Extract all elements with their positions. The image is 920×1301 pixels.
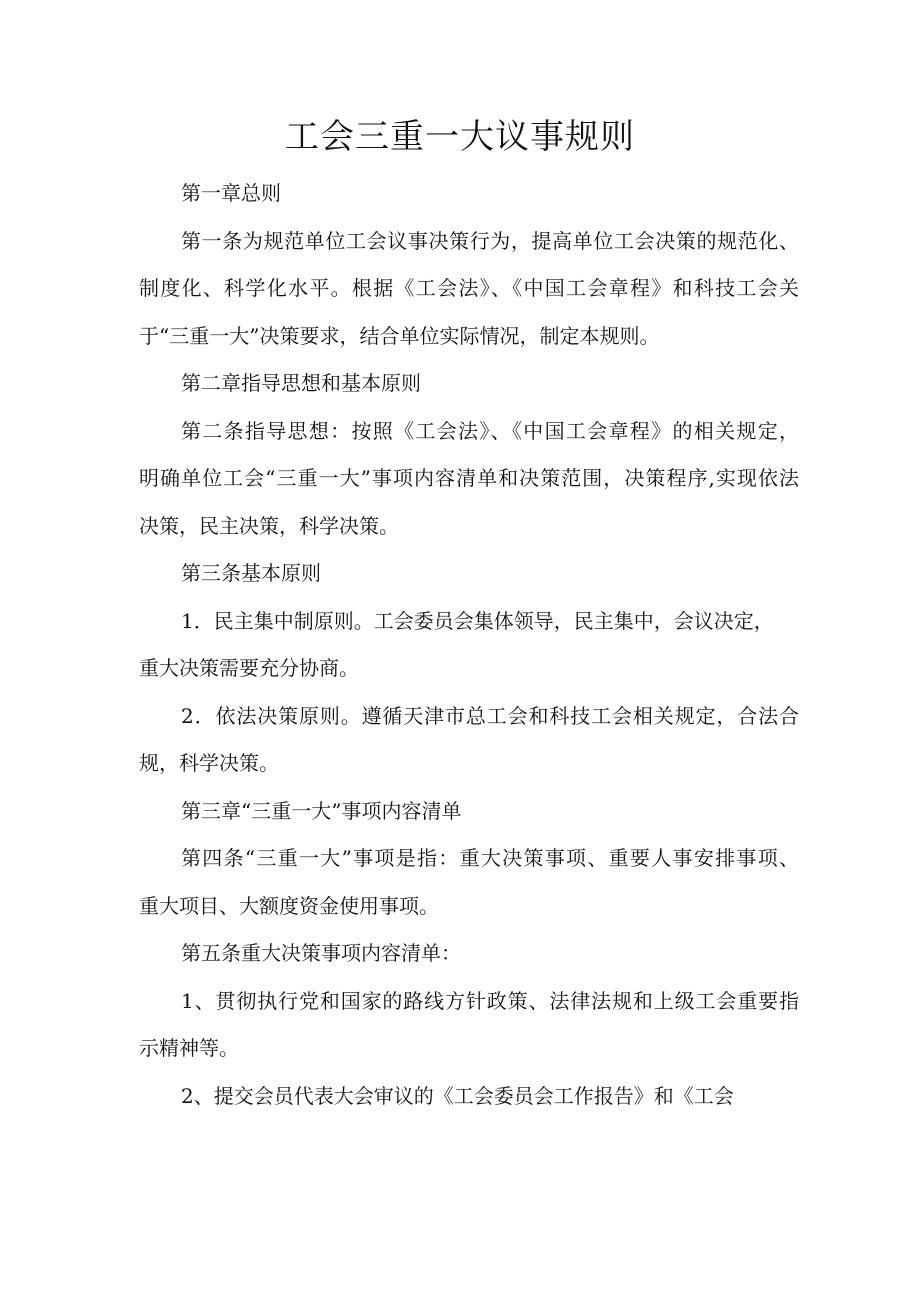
article-heading: 第三条基本原则 bbox=[181, 561, 321, 585]
list-item-line: 2、提交会员代表大会审议的《工会委员会工作报告》和《工会 bbox=[181, 1083, 734, 1108]
paragraph-line: 明确单位工会“三重一大”事项内容清单和决策范围，决策程序,实现依法 bbox=[139, 466, 799, 490]
chapter-heading: 第一章总则 bbox=[181, 181, 281, 205]
chapter-heading: 第三章“三重一大”事项内容清单 bbox=[181, 798, 462, 823]
paragraph-line: 于“三重一大”决策要求，结合单位实际情况，制定本规则。 bbox=[139, 323, 660, 348]
paragraph-line: 第一条为规范单位工会议事决策行为，提高单位工会决策的规范化、 bbox=[181, 228, 799, 253]
document-body bbox=[139, 170, 799, 1120]
list-item-line: 2．依法决策原则。遵循天津市总工会和科技工会相关规定，合法合 bbox=[181, 703, 799, 728]
paragraph-line: 制度化、科学化水平。根据《工会法》、《中国工会章程》和科技工会关 bbox=[139, 276, 799, 300]
list-item-line: 重大决策需要充分协商。 bbox=[139, 656, 359, 680]
paragraph-line: 重大项目、大额度资金使用事项。 bbox=[139, 893, 439, 918]
chapter-heading: 第二章指导思想和基本原则 bbox=[181, 371, 421, 395]
paragraph-line: 第二条指导思想：按照《工会法》、《中国工会章程》的相关规定， bbox=[181, 418, 799, 443]
list-item-line: 示精神等。 bbox=[139, 1036, 239, 1060]
document-title: 工会三重一大议事规则 bbox=[285, 117, 635, 157]
list-item-line: 1．民主集中制原则。工会委员会集体领导，民主集中，会议决定， bbox=[181, 608, 774, 633]
list-item-line: 1、贯彻执行党和国家的路线方针政策、法律法规和上级工会重要指 bbox=[181, 988, 799, 1013]
paragraph-line: 第四条“三重一大”事项是指：重大决策事项、重要人事安排事项、 bbox=[181, 846, 799, 870]
paragraph-line: 决策，民主决策，科学决策。 bbox=[139, 513, 399, 538]
article-heading: 第五条重大决策事项内容清单： bbox=[181, 941, 461, 965]
list-item-line: 规，科学决策。 bbox=[139, 751, 279, 775]
